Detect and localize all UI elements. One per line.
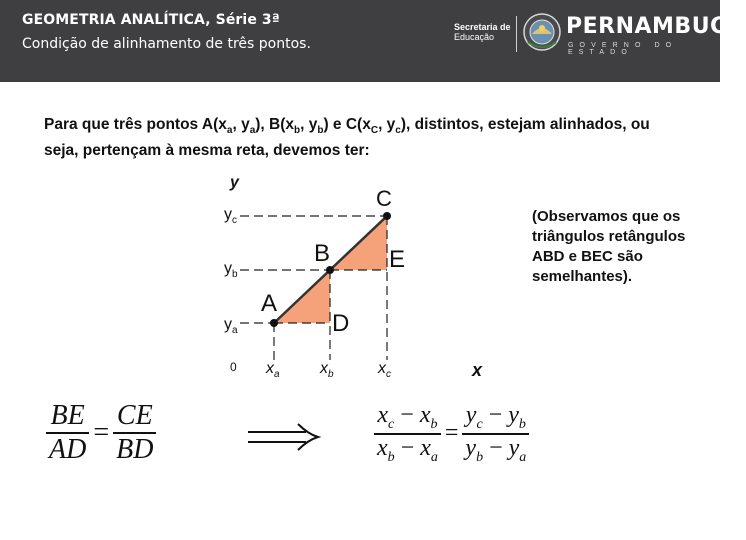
point-a-dot	[270, 319, 278, 327]
header-divider	[516, 16, 517, 52]
label-point-a: A	[261, 290, 278, 317]
slide-title: GEOMETRIA ANALÍTICA, Série 3ª	[22, 12, 280, 28]
secretaria-line1: Secretaria de	[454, 22, 511, 32]
diagram-drawing	[200, 160, 500, 395]
secretaria-line2: Educação	[454, 32, 495, 42]
tick-xc: $x_c$	[378, 360, 391, 381]
tick-ya: $y_a$	[224, 316, 238, 337]
header-bar	[0, 0, 746, 82]
fraction-ce-bd: $\frac{CE}{BD}$	[113, 400, 156, 466]
origin-label: 0	[230, 360, 237, 374]
fraction-y: $\frac{y_c - y_b}{y_b - y_a}$	[462, 402, 529, 466]
similarity-note: (Observamos que os triângulos retângulos ABD e BEC são semelhantes).	[532, 208, 686, 285]
intro-paragraph: Para que três pontos $A(x_a$, $y_a$), $B(x_b$, $y_b$) e $C(x_C$, $y_c$), distintos, estejam alinhados, ou seja, pertençam à mesma reta, devemos ter:	[44, 116, 650, 160]
fraction-be-ad: $\frac{BE}{AD}$	[46, 400, 89, 466]
ratio-formula: $\frac{BE}{AD}$ = $\frac{CE}{BD}$	[46, 400, 156, 466]
label-point-c: C	[376, 186, 392, 211]
brand-logo-text: PERNAMBUCO	[566, 14, 746, 39]
tick-xa: $x_a$	[266, 360, 280, 381]
tick-yb: $y_b$	[224, 260, 238, 281]
tick-yc: $y_c$	[224, 206, 237, 227]
coordinate-formula: $\frac{x_c - x_b}{x_b - x_a}$ = $\frac{y_c - y_b}{y_b - y_a}$	[374, 402, 529, 466]
label-point-b: B	[314, 240, 331, 267]
label-point-d: D	[332, 310, 350, 337]
point-c-dot	[383, 212, 391, 220]
brand-subtitle: GOVERNO DO ESTADO	[568, 42, 678, 56]
fraction-x: $\frac{x_c - x_b}{x_b - x_a}$	[374, 402, 441, 466]
tick-xb: $x_b$	[320, 360, 334, 381]
implies-arrow-icon	[248, 422, 320, 452]
label-point-e: E	[389, 246, 406, 273]
axis-x-label: x	[472, 360, 483, 380]
axis-y-label: y	[230, 174, 239, 191]
alignment-diagram	[200, 160, 500, 395]
secretaria-label	[454, 22, 511, 42]
slide-subtitle: Condição de alinhamento de três pontos.	[22, 36, 311, 52]
state-seal-icon	[522, 12, 562, 52]
